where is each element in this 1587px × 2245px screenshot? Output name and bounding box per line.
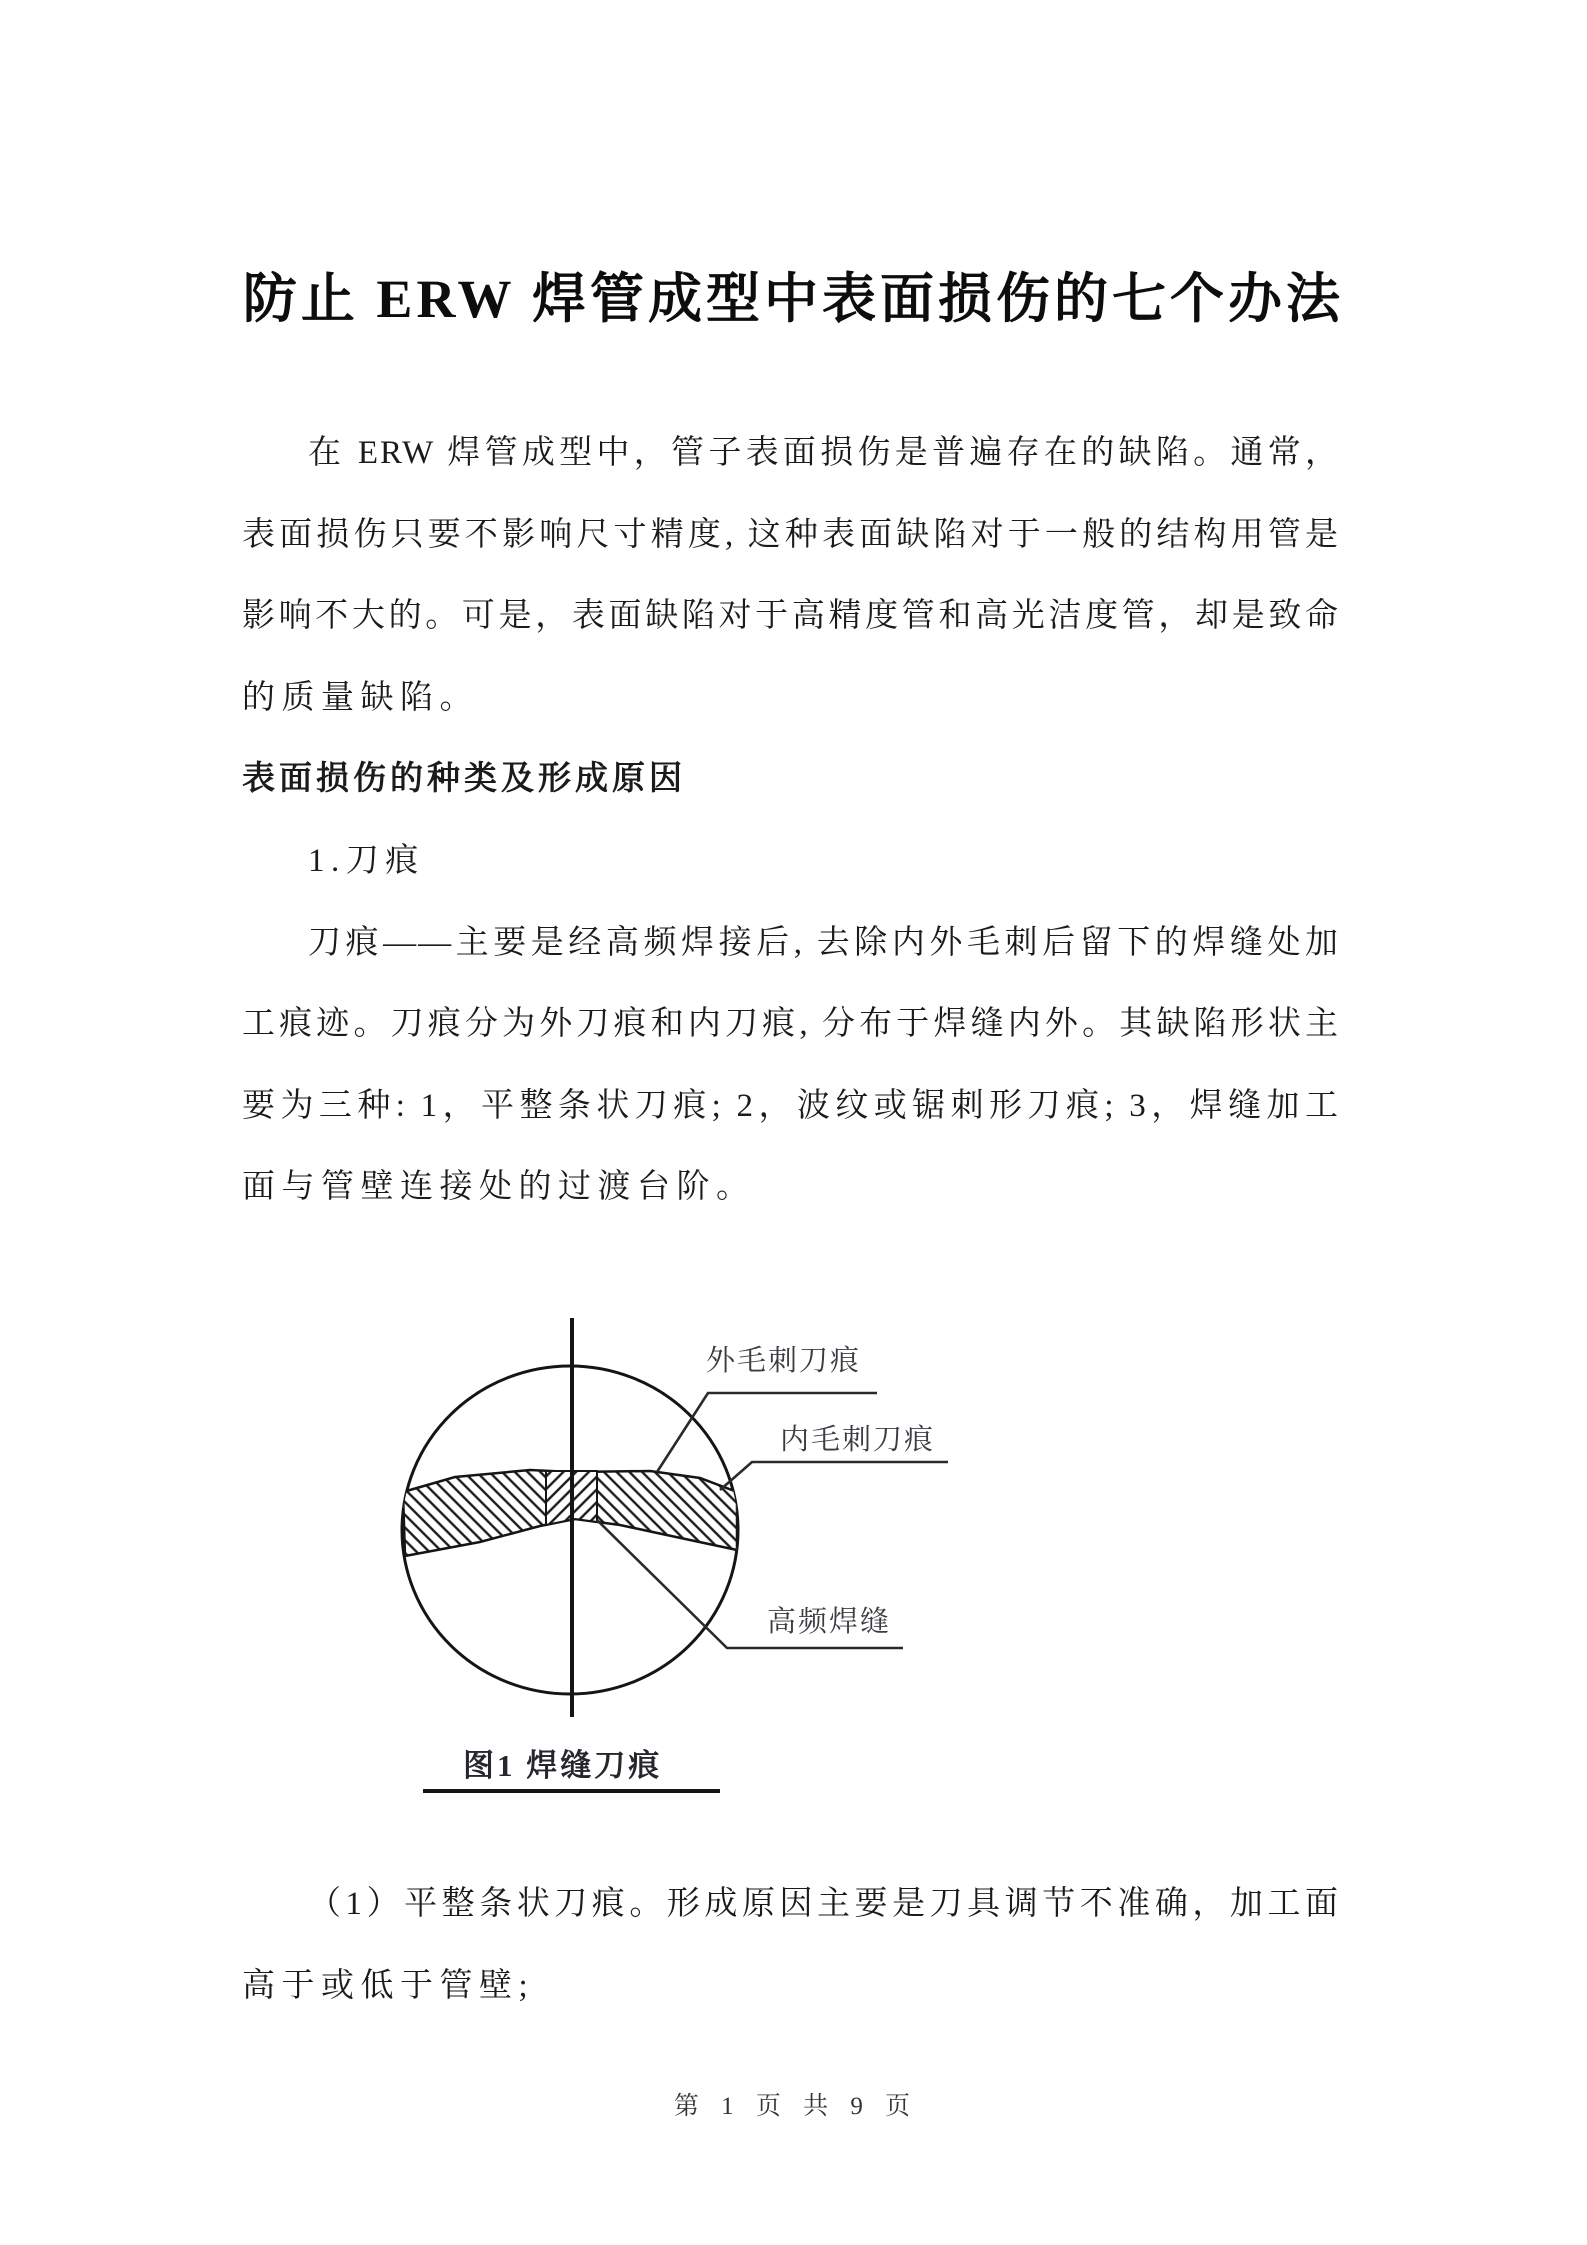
text-line: 的质量缺陷。: [242, 679, 479, 716]
text-line: 面与管壁连接处的过渡台阶。: [242, 1169, 756, 1206]
document-title: 防止 ERW 焊管成型中表面损伤的七个办法: [242, 269, 1345, 329]
text-line: （1）平整条状刀痕。形成原因主要是刀具调节不准确，加工面: [308, 1886, 1340, 1922]
text-line: 在 ERW 焊管成型中，管子表面损伤是普遍存在的缺陷。通常，: [308, 435, 1340, 471]
paragraph-block-after-figure: [242, 1864, 1340, 2027]
text-line: 1.刀痕: [308, 842, 425, 879]
label-inner-burr-knife-mark: 内毛刺刀痕: [780, 1424, 936, 1456]
section-heading-line: 表面损伤的种类及形成原因: [242, 761, 686, 798]
paragraph-block-before-figure: [242, 413, 1340, 1229]
text-line: 影响不大的。可是，表面缺陷对于高精度管和高光洁度管，却是致命: [242, 598, 1340, 635]
text-line: 要为三种: 1，平整条状刀痕; 2，波纹或锯刺形刀痕; 3，焊缝加工: [242, 1087, 1340, 1124]
text-line: 高于或低于管壁;: [242, 1967, 535, 2004]
text-line: 工痕迹。刀痕分为外刀痕和内刀痕, 分布于焊缝内外。其缺陷形状主: [242, 1006, 1340, 1043]
figure-caption: 图1 焊缝刀痕: [463, 1748, 663, 1783]
label-outer-burr-knife-mark: 外毛刺刀痕: [706, 1345, 862, 1377]
text-line: 刀痕——主要是经高频焊接后, 去除内外毛刺后留下的焊缝处加: [308, 924, 1340, 961]
label-hf-weld-seam: 高频焊缝: [767, 1606, 892, 1638]
figure-weld-knife-marks-diagram: [380, 1318, 980, 1810]
text-line: 表面损伤只要不影响尺寸精度, 这种表面缺陷对于一般的结构用管是: [242, 516, 1340, 553]
leader-inner-burr: [720, 1462, 948, 1490]
page-number: 第 1 页 共 9 页: [673, 2093, 914, 2120]
